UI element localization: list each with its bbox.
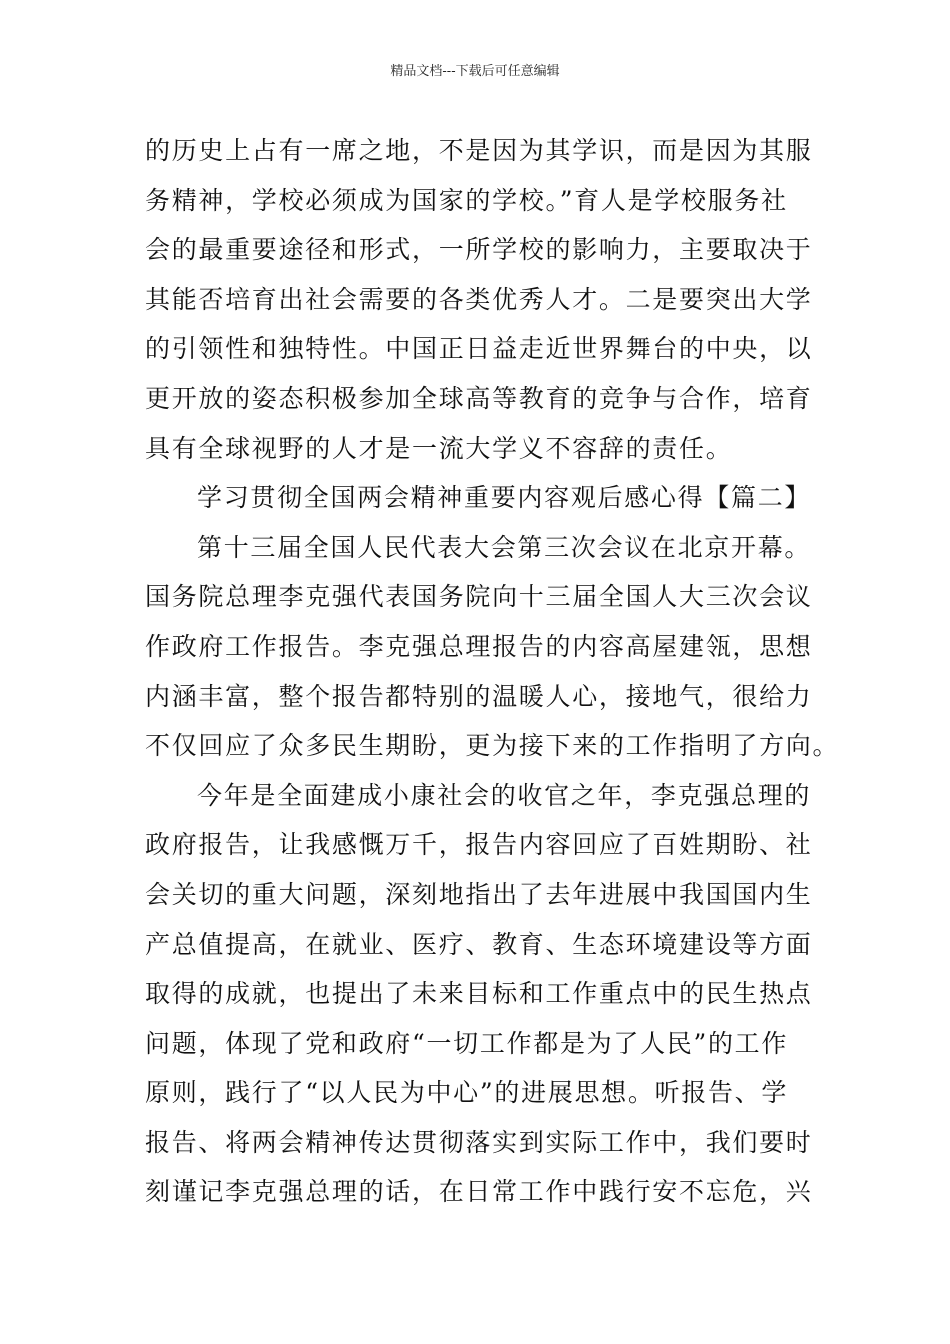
page-header: 精品文档---下载后可任意编辑 (390, 64, 560, 79)
text-line: 的历史上占有一席之地，不是因为其学识，而是因为其服 (145, 136, 813, 165)
text-line: 刻谨记李克强总理的话，在日常工作中践行安不忘危，兴 (145, 1177, 813, 1207)
text-line: 会关切的重大问题，深刻地指出了去年进展中我国国内生 (145, 879, 813, 909)
text-line: 问题，体现了党和政府“一切工作都是为了人民”的工作 (145, 1028, 789, 1058)
text-line: 更开放的姿态积极参加全球高等教育的竞争与合作，培育 (145, 383, 813, 413)
text-line: 政府报告，让我感慨万千，报告内容回应了百姓期盼、社 (145, 830, 813, 860)
text-line: 报告、将两会精神传达贯彻落实到实际工作中，我们要时 (145, 1127, 813, 1157)
text-line: 作政府工作报告。李克强总理报告的内容高屋建瓴，思想 (145, 631, 813, 661)
text-line: 具有全球视野的人才是一流大学义不容辞的责任。 (145, 433, 733, 463)
text-line: 会的最重要途径和形式，一所学校的影响力，主要取决于 (145, 235, 813, 265)
text-line: 不仅回应了众多民生期盼，更为接下来的工作指明了方向。 (145, 731, 840, 761)
text-line: 原则，践行了“以人民为中心”的进展思想。听报告、学 (145, 1078, 789, 1108)
text-line: 第十三届全国人民代表大会第三次会议在北京开幕。 (197, 532, 812, 562)
text-line: 内涵丰富，整个报告都特别的温暖人心，接地气，很给力 (145, 681, 813, 711)
text-line: 其能否培育出社会需要的各类优秀人才。二是要突出大学 (145, 284, 813, 314)
text-line: 的引领性和独特性。中国正日益走近世界舞台的中央，以 (145, 334, 813, 364)
section-heading: 学习贯彻全国两会精神重要内容观后感心得【篇二】 (197, 483, 812, 513)
text-line: 今年是全面建成小康社会的收官之年，李克强总理的 (197, 780, 812, 810)
text-line: 取得的成就，也提出了未来目标和工作重点中的民生热点 (145, 979, 813, 1009)
document-body (145, 126, 840, 1217)
text-line: 务精神，学校必须成为国家的学校。”育人是学校服务社 (145, 185, 788, 215)
text-line: 产总值提高，在就业、医疗、教育、生态环境建设等方面 (145, 929, 813, 959)
text-line: 国务院总理李克强代表国务院向十三届全国人大三次会议 (145, 582, 813, 612)
